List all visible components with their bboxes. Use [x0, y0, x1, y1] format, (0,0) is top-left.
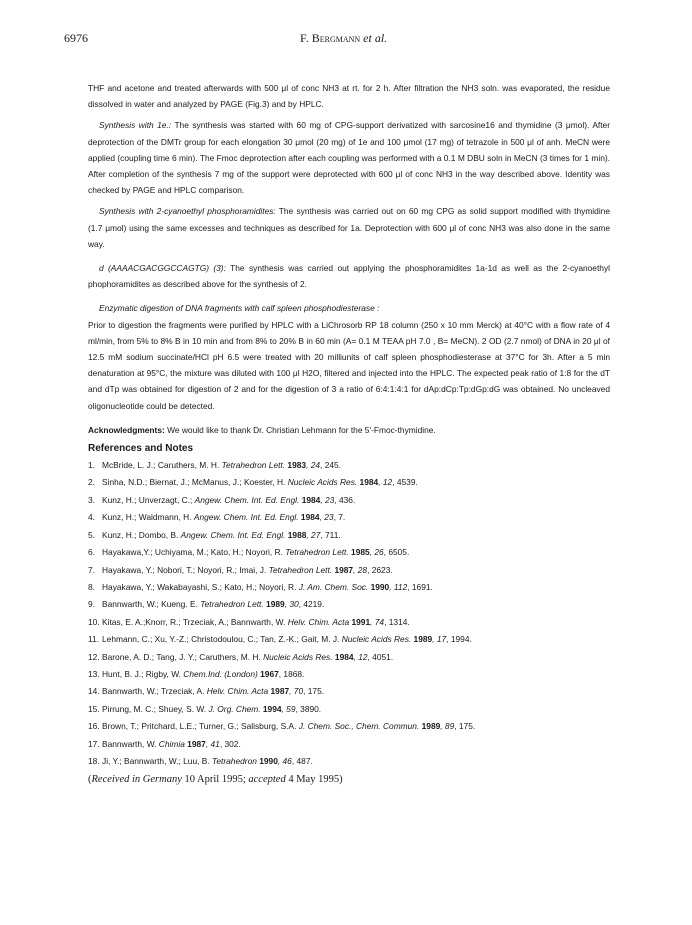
- reference-volume: , 59: [281, 703, 296, 714]
- reference-item: [88, 701, 610, 718]
- reference-year: 1967: [257, 668, 279, 679]
- reference-item: [88, 718, 610, 735]
- reference-pages: , 487.: [291, 755, 313, 766]
- reference-journal: Nucleic Acids Res.: [341, 634, 412, 645]
- reference-journal: Tetrahedron Lett.: [268, 564, 333, 575]
- reference-pages: , 6505.: [383, 547, 410, 558]
- reference-pages: , 1314.: [384, 616, 410, 627]
- reference-volume: , 17: [432, 634, 447, 645]
- reference-pages: , 4539.: [392, 477, 418, 488]
- reference-pages: , 302.: [219, 738, 241, 749]
- received-text: (Received in Germany 10 April 1995; accepted 4 May 1995): [88, 774, 343, 786]
- article-body: [88, 80, 610, 789]
- paragraph-enzymatic: Prior to digestion the fragments were purified by HPLC with a LiChrosorb RP 18 column (250 x 10 mm Merck) at 40°C with a flow rate of 4 ml/min, from 5% to 8% B in 10 min and from 8% to 20% B in 60 min (A= 0.1 M TEAA pH 7.0 , B= MeCN). 2 OD (2.7 nmol) of DNA in 20 μl of 12.5 mM sodium succinate/HCl pH 6.5 were treated with 20 milliunits of calf spleen phosphodiesterase at 37°C for 3h. After a 5 min denaturation at 95°C, the mixture was diluted with 100 μl H2O, filtered and injected into the HPLC. The expected peak ratio of 1:8 for the dT and dTp was obtained for digestion of 2 and for the digestion of 3 a ratio of 6:4:1:4:1 for dAp:dCp:Tp:dGp:dG was obtained. No uncleaved oligonucleotide could be detected.: [88, 319, 610, 411]
- reference-authors: Lehmann, C.; Xu, Y.-Z.; Christodoulou, C.; Tan, Z.-K.; Gait, M. J.: [102, 634, 342, 645]
- reference-pages: , 245.: [320, 460, 342, 471]
- reference-year: 1989: [411, 634, 433, 645]
- reference-item: [88, 579, 610, 596]
- reference-year: 1991: [349, 616, 371, 627]
- page-number: 6976: [64, 31, 88, 45]
- reference-number: 13.: [88, 668, 100, 679]
- reference-volume: , 112: [389, 581, 408, 592]
- paragraph-cyanoethyl: [88, 203, 610, 252]
- reference-authors: Hayakawa, Y.; Nobori, T.; Noyori, R.; Imai, J.: [102, 564, 269, 575]
- reference-year: 1984: [298, 512, 320, 523]
- reference-item: [88, 649, 610, 666]
- reference-item: [88, 544, 610, 561]
- reference-volume: , 12: [353, 651, 368, 662]
- reference-year: 1989: [419, 721, 441, 732]
- reference-pages: , 4051.: [367, 651, 394, 662]
- reference-volume: , 23: [319, 512, 334, 523]
- reference-number: 12.: [88, 651, 100, 662]
- reference-year: 1984: [357, 477, 379, 488]
- reference-journal: Tetrahedron Lett.: [200, 599, 264, 610]
- reference-year: 1987: [184, 738, 206, 749]
- reference-number: 10.: [88, 616, 100, 627]
- reference-volume: , 12: [378, 477, 393, 488]
- reference-year: 1994: [260, 703, 282, 714]
- reference-journal: Chem.Ind. (London): [183, 668, 258, 679]
- reference-authors: McBride, L. J.; Caruthers, M. H.: [102, 460, 222, 471]
- reference-volume: , 41: [205, 738, 220, 749]
- reference-number: 7.: [88, 564, 95, 575]
- section-text-synthesis-1e: The synthesis was started with 60 mg of CPG-support derivatized with sarcosine16 and thymidine (3 μmol). After deprotection of the DMTr group for each elongation 30 μmol (20 mg) of 1e and 100 μmol (17 mg) of tetrazole in 500 μl of anh. MeCN were applied (coupling time 6 min). The Fmoc deprotection after each coupling was performed with a 0.1 M DBU soln in MeCN (3 times for 1 min). After completion of the synthesis 7 mg of the support were deprotected with 600 μl of conc NH3 in the way described above. Identity was checked by PAGE and HPLC comparison.: [88, 120, 611, 196]
- reference-list: [88, 457, 610, 770]
- reference-number: 14.: [88, 686, 100, 697]
- reference-item: [88, 631, 610, 648]
- reference-authors: Sinha, N.D.; Biernat, J.; McManus, J.; Koester, H.: [102, 477, 288, 488]
- reference-journal: Nucleic Acids Res.: [287, 477, 358, 488]
- reference-year: 1987: [268, 686, 290, 697]
- paragraph-sequence-3: [88, 260, 610, 292]
- reference-volume: , 28: [353, 564, 368, 575]
- reference-volume: , 23: [320, 494, 335, 505]
- reference-item: [88, 509, 610, 526]
- section-title-enzymatic: [88, 300, 610, 316]
- reference-year: 1984: [332, 651, 354, 662]
- section-text-sequence-3: The synthesis was carried out applying the phosphoramidites 1a-1d as well as the 2-cyanoethyl phophoramidites as described above for the synthesis of 2.: [88, 263, 610, 290]
- reference-year: 1990: [368, 581, 390, 592]
- received-note: [88, 771, 610, 789]
- reference-pages: , 711.: [320, 529, 341, 540]
- reference-item: [88, 527, 610, 544]
- reference-year: 1983: [285, 460, 307, 471]
- reference-number: 3.: [88, 494, 95, 505]
- reference-authors: Hayakawa, Y.; Wakabayashi, S.; Kato, H.; Noyori, R.: [102, 581, 299, 592]
- reference-authors: Pirrung, M. C.; Shuey, S. W.: [102, 703, 209, 714]
- reference-journal: Helv. Chim. Acta: [287, 616, 350, 627]
- reference-pages: , 1691.: [407, 581, 433, 592]
- reference-authors: Bannwarth, W.: [102, 738, 159, 749]
- reference-item: [88, 736, 610, 753]
- reference-pages: , 436.: [334, 494, 356, 505]
- reference-number: 1.: [88, 460, 95, 471]
- paragraph-synthesis-1e: [88, 117, 610, 198]
- reference-pages: , 7.: [333, 512, 346, 523]
- reference-item: [88, 666, 610, 683]
- reference-pages: , 2623.: [367, 564, 393, 575]
- reference-year: 1984: [299, 494, 321, 505]
- reference-number: 4.: [88, 512, 95, 523]
- reference-volume: , 27: [306, 529, 321, 540]
- reference-authors: Kunz, H.; Waldmann, H.: [102, 512, 194, 523]
- reference-authors: Kitas, E. A.;Knorr, R.; Trzeciak, A.; Bannwarth, W.: [102, 616, 288, 627]
- reference-year: 1989: [263, 599, 285, 610]
- references-heading: References and Notes: [88, 443, 194, 455]
- paragraph-workup: THF and acetone and treated afterwards with 500 μl of conc NH3 at rt. for 2 h. After filtration the NH3 soln. was evaporated, the residue dissolved in water and analyzed by PAGE (Fig.3) and by HPLC.: [88, 83, 610, 110]
- reference-journal: Chimia: [158, 738, 185, 749]
- reference-item: [88, 474, 610, 491]
- reference-authors: Bannwarth, W.; Trzeciak, A.: [102, 686, 207, 697]
- reference-journal: Angew. Chem. Int. Ed. Engl.: [194, 494, 300, 505]
- author-surname: Bergmann: [311, 31, 361, 45]
- section-text-cyanoethyl: The synthesis was carried out on 60 mg CPG as solid support modified with thymidine (1.7 μmol) using the same excesses and techniques as described for 1a. Deprotection with 600 μl of conc NH3 was also done in the same way.: [88, 206, 610, 249]
- running-title: [300, 31, 387, 46]
- reference-journal: Helv. Chim. Acta: [206, 686, 269, 697]
- reference-item: [88, 753, 610, 770]
- reference-journal: J. Org. Chem.: [208, 703, 261, 714]
- reference-item: [88, 492, 610, 509]
- reference-item: [88, 614, 610, 631]
- reference-authors: Kunz, H.; Dombo, B.: [102, 529, 181, 540]
- reference-journal: J. Am. Chem. Soc.: [298, 581, 369, 592]
- reference-year: 1987: [332, 564, 354, 575]
- et-al: et al.: [360, 31, 388, 45]
- reference-number: 11.: [88, 634, 100, 645]
- acknowledgments-title: Acknowledgments:: [88, 424, 165, 435]
- reference-authors: Bannwarth, W.; Kueng. E.: [102, 599, 201, 610]
- reference-authors: Ji, Y.; Bannwarth, W.; Luu, B.: [102, 755, 213, 766]
- reference-pages: , 1994.: [446, 634, 472, 645]
- reference-journal: Angew. Chem. Int. Ed. Engl.: [193, 512, 299, 523]
- section-title-cyanoethyl: Synthesis with 2-cyanoethyl phosphoramidites:: [99, 206, 276, 217]
- reference-pages: , 4219.: [298, 599, 325, 610]
- reference-journal: Angew. Chem. Int. Ed. Engl.: [180, 529, 286, 540]
- reference-number: 9.: [88, 599, 95, 610]
- reference-item: [88, 683, 610, 700]
- reference-journal: Nucleic Acids Res.: [263, 651, 333, 662]
- reference-authors: Barone, A. D.; Tang, J. Y.; Caruthers, M. H.: [102, 651, 264, 662]
- reference-volume: , 24: [306, 460, 321, 471]
- reference-authors: Kunz, H.; Unverzagt, C.;: [102, 494, 195, 505]
- reference-journal: Tetrahedron: [212, 755, 257, 766]
- reference-authors: Hayakawa,Y.; Uchiyama, M.; Kato, H.; Noyori, R.: [102, 547, 286, 558]
- running-header: [64, 31, 596, 47]
- reference-item: [88, 596, 610, 613]
- reference-authors: Brown, T.; Pritchard, L.E.; Turner, G.; Salisburg, S.A.: [102, 721, 299, 732]
- reference-volume: , 30: [284, 599, 299, 610]
- acknowledgments: [88, 422, 610, 438]
- reference-number: 2.: [88, 477, 95, 488]
- reference-journal: Tetrahedron Lett.: [285, 547, 349, 558]
- reference-volume: , 70: [289, 686, 304, 697]
- reference-volume: , 89: [440, 721, 455, 732]
- reference-item: [88, 457, 610, 474]
- reference-number: 5.: [88, 529, 95, 540]
- reference-item: [88, 562, 610, 579]
- section-title-synthesis-1e: Synthesis with 1e.:: [99, 120, 172, 131]
- reference-year: 1990: [256, 755, 278, 766]
- reference-pages: , 3890.: [295, 703, 322, 714]
- reference-journal: J. Chem. Soc., Chem. Commun.: [298, 721, 420, 732]
- author-initial: F.: [300, 31, 312, 45]
- reference-number: 16.: [88, 721, 100, 732]
- reference-number: 8.: [88, 581, 95, 592]
- reference-journal: Tetrahedron Lett.: [221, 460, 286, 471]
- reference-pages: , 175.: [454, 721, 476, 732]
- reference-authors: Hunt, B. J.; Rigby, W.: [102, 668, 184, 679]
- reference-volume: , 46: [277, 755, 292, 766]
- reference-number: 6.: [88, 547, 95, 558]
- reference-number: 18.: [88, 755, 100, 766]
- section-title-sequence-3: d (AAAACGACGGCCAGTG) (3):: [99, 263, 226, 274]
- reference-number: 17.: [88, 738, 100, 749]
- reference-pages: , 1868.: [278, 668, 305, 679]
- reference-pages: , 175.: [303, 686, 325, 697]
- reference-number: 15.: [88, 703, 100, 714]
- enzymatic-title-text: Enzymatic digestion of DNA fragments with calf spleen phosphodiesterase :: [99, 303, 380, 314]
- reference-volume: , 74: [370, 616, 385, 627]
- reference-year: 1985: [348, 547, 370, 558]
- acknowledgments-text: We would like to thank Dr. Christian Lehmann for the 5'-Fmoc-thymidine.: [164, 424, 436, 435]
- reference-year: 1988: [285, 529, 307, 540]
- reference-volume: , 26: [369, 547, 384, 558]
